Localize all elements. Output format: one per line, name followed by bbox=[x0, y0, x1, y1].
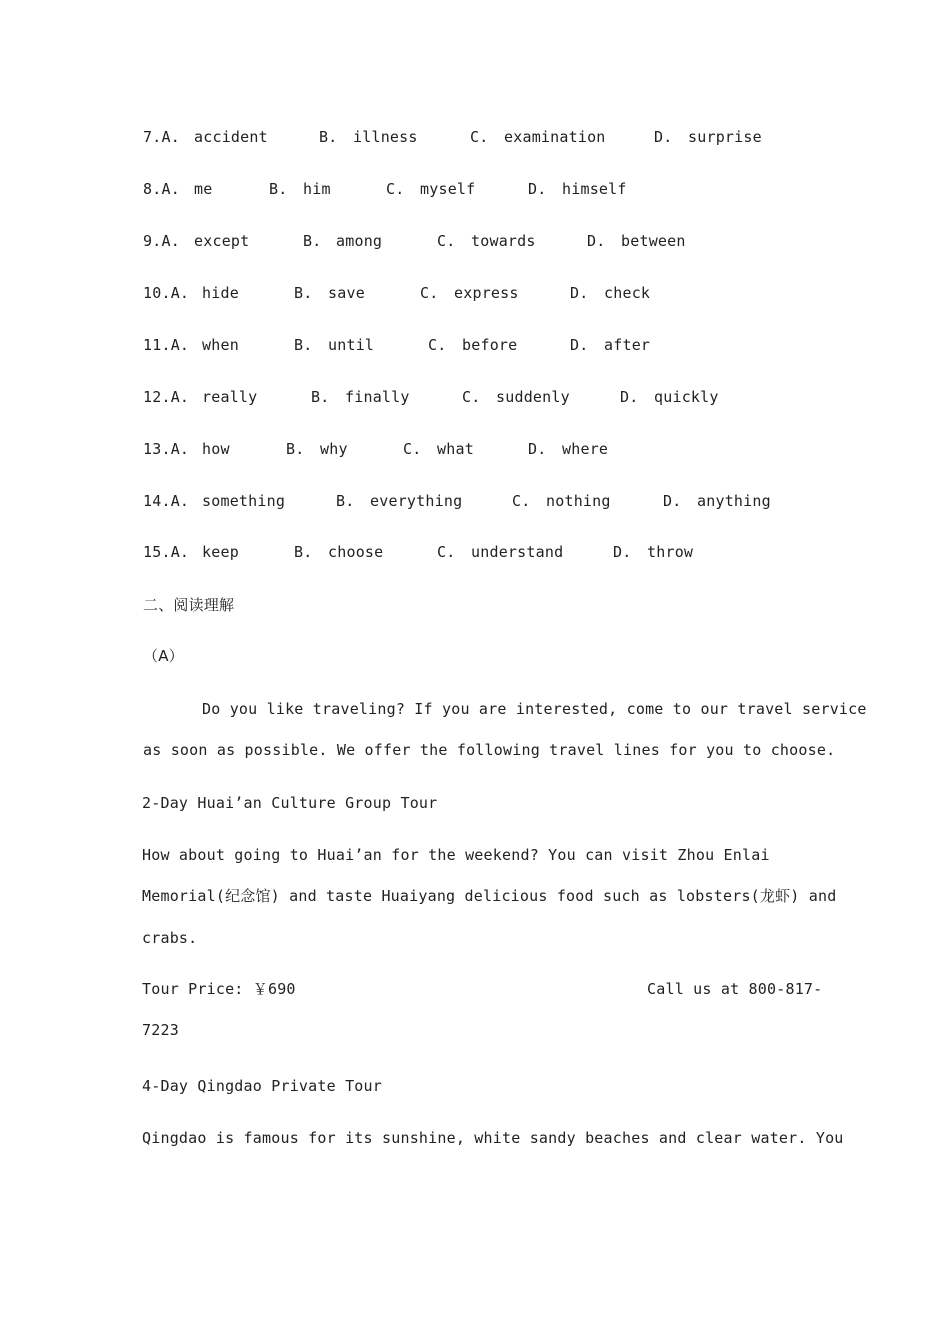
section-title: 二、阅读理解 bbox=[143, 596, 235, 614]
option-d-letter: D. bbox=[654, 128, 673, 146]
option-b: save bbox=[328, 284, 365, 302]
option-c: before bbox=[462, 336, 518, 354]
option-b: finally bbox=[345, 388, 410, 406]
option-d: where bbox=[562, 440, 609, 458]
option-b: him bbox=[303, 180, 331, 198]
option-c: nothing bbox=[546, 492, 611, 510]
option-c: understand bbox=[471, 543, 564, 561]
option-b-letter: B. bbox=[294, 336, 313, 354]
option-b: why bbox=[320, 440, 348, 458]
option-d-letter: D. bbox=[570, 284, 589, 302]
option-d-letter: D. bbox=[613, 543, 632, 561]
option-b-letter: B. bbox=[336, 492, 355, 510]
option-b: illness bbox=[353, 128, 418, 146]
option-b-letter: B. bbox=[269, 180, 288, 198]
tour-phone-continued: 7223 bbox=[142, 1021, 179, 1039]
option-d-letter: D. bbox=[528, 440, 547, 458]
option-b-letter: B. bbox=[311, 388, 330, 406]
question-number: 8.A. bbox=[143, 180, 180, 198]
tour-description-line: Memorial(纪念馆) and taste Huaiyang delicious food such as lobsters(龙虾) and bbox=[142, 887, 837, 905]
intro-line: Do you like traveling? If you are interested, come to our travel service bbox=[202, 700, 867, 718]
option-d: quickly bbox=[654, 388, 719, 406]
option-c-letter: C. bbox=[420, 284, 439, 302]
passage-label: （A） bbox=[143, 647, 184, 665]
option-a: hide bbox=[202, 284, 239, 302]
option-d-letter: D. bbox=[587, 232, 606, 250]
option-c-letter: C. bbox=[386, 180, 405, 198]
tour-description-line: How about going to Huai’an for the weekend? You can visit Zhou Enlai bbox=[142, 846, 770, 864]
option-c: express bbox=[454, 284, 519, 302]
question-number: 12.A. bbox=[143, 388, 190, 406]
option-b: until bbox=[328, 336, 375, 354]
option-c-letter: C. bbox=[470, 128, 489, 146]
option-c-letter: C. bbox=[512, 492, 531, 510]
question-number: 10.A. bbox=[143, 284, 190, 302]
option-c-letter: C. bbox=[462, 388, 481, 406]
option-a: keep bbox=[202, 543, 239, 561]
option-c-letter: C. bbox=[403, 440, 422, 458]
option-c-letter: C. bbox=[437, 232, 456, 250]
option-d: check bbox=[604, 284, 651, 302]
option-c: towards bbox=[471, 232, 536, 250]
option-c: what bbox=[437, 440, 474, 458]
option-c: myself bbox=[420, 180, 476, 198]
option-c: examination bbox=[504, 128, 606, 146]
option-d: surprise bbox=[688, 128, 762, 146]
intro-line: as soon as possible. We offer the following travel lines for you to choose. bbox=[143, 741, 836, 759]
option-d-letter: D. bbox=[663, 492, 682, 510]
tour-price: Tour Price: ￥690 bbox=[142, 980, 296, 998]
option-b: among bbox=[336, 232, 383, 250]
question-number: 14.A. bbox=[143, 492, 190, 510]
option-b-letter: B. bbox=[303, 232, 322, 250]
option-b-letter: B. bbox=[319, 128, 338, 146]
option-c-letter: C. bbox=[437, 543, 456, 561]
option-a: except bbox=[194, 232, 250, 250]
option-a: how bbox=[202, 440, 230, 458]
option-d-letter: D. bbox=[528, 180, 547, 198]
question-number: 9.A. bbox=[143, 232, 180, 250]
option-b-letter: B. bbox=[286, 440, 305, 458]
option-a: when bbox=[202, 336, 239, 354]
tour-phone: Call us at 800-817- bbox=[647, 980, 823, 998]
option-a: me bbox=[194, 180, 213, 198]
option-d: after bbox=[604, 336, 651, 354]
option-b: everything bbox=[370, 492, 463, 510]
question-number: 11.A. bbox=[143, 336, 190, 354]
option-a: accident bbox=[194, 128, 268, 146]
tour-title: 4-Day Qingdao Private Tour bbox=[142, 1077, 382, 1095]
option-a: really bbox=[202, 388, 258, 406]
option-d: anything bbox=[697, 492, 771, 510]
question-number: 13.A. bbox=[143, 440, 190, 458]
option-d: between bbox=[621, 232, 686, 250]
question-number: 15.A. bbox=[143, 543, 190, 561]
option-c: suddenly bbox=[496, 388, 570, 406]
tour-title: 2-Day Huai’an Culture Group Tour bbox=[142, 794, 438, 812]
option-d: himself bbox=[562, 180, 627, 198]
option-d: throw bbox=[647, 543, 694, 561]
option-b: choose bbox=[328, 543, 384, 561]
option-b-letter: B. bbox=[294, 543, 313, 561]
option-c-letter: C. bbox=[428, 336, 447, 354]
option-b-letter: B. bbox=[294, 284, 313, 302]
option-a: something bbox=[202, 492, 286, 510]
tour-description-line: Qingdao is famous for its sunshine, white sandy beaches and clear water. You bbox=[142, 1129, 844, 1147]
tour-description-line: crabs. bbox=[142, 929, 198, 947]
question-number: 7.A. bbox=[143, 128, 180, 146]
option-d-letter: D. bbox=[620, 388, 639, 406]
option-d-letter: D. bbox=[570, 336, 589, 354]
